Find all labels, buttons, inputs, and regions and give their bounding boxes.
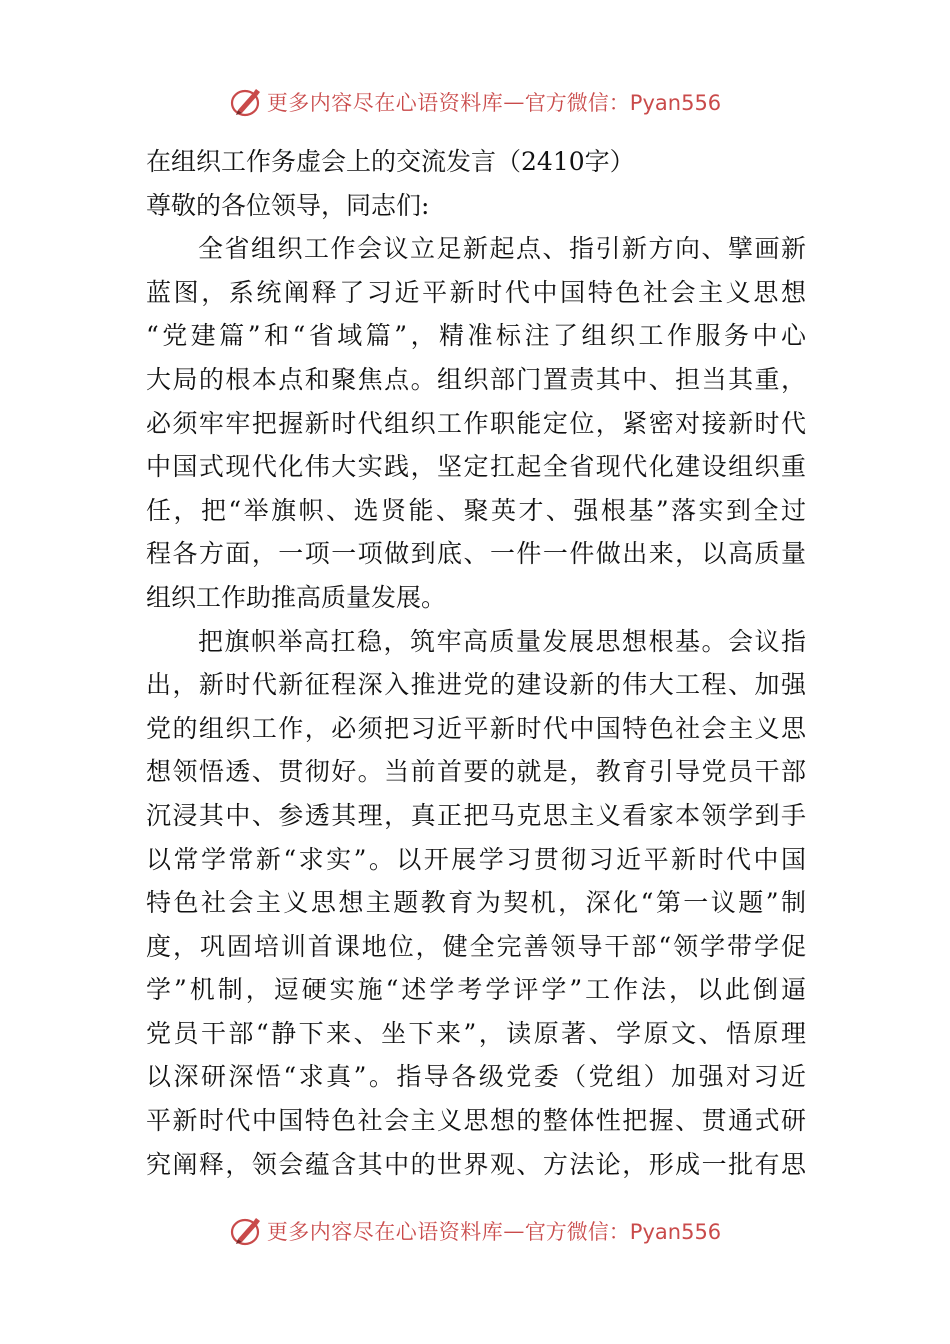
paragraph-line: 党的组织工作，必须把习近平新时代中国特色社会主义思: [146, 713, 806, 743]
paragraph-line: 沉浸其中、参透其理，真正把马克思主义看家本领学到手: [146, 800, 806, 830]
paragraph-line: 以深研深悟“求真”。指导各级党委（党组）加强对习近: [146, 1062, 806, 1092]
paragraph-line: 把旗帜举高扛稳，筑牢高质量发展思想根基。会议指: [198, 626, 806, 656]
paragraph-line: 究阐释，领会蕴含其中的世界观、方法论，形成一批有思: [146, 1149, 806, 1179]
paragraph-line: 中国式现代化伟大实践，坚定扛起全省现代化建设组织重: [146, 452, 806, 482]
paragraph-line: 想领悟透、贯彻好。当前首要的就是，教育引导党员干部: [146, 757, 806, 787]
paragraph-line: 蓝图，系统阐释了习近平新时代中国特色社会主义思想: [146, 277, 806, 307]
paragraph-line: “党建篇”和“省域篇”，精准标注了组织工作服务中心: [146, 321, 806, 351]
document-title: 在组织工作务虚会上的交流发言（2410字）: [146, 147, 635, 176]
document-body: [146, 140, 806, 1186]
paragraph-line: 平新时代中国特色社会主义思想的整体性把握、贯通式研: [146, 1106, 806, 1136]
banner-dash: —: [503, 1219, 525, 1243]
paragraph-line: 任，把“举旗帜、选贤能、聚英才、强根基”落实到全过: [146, 495, 806, 525]
paragraph-line: 必须牢牢把握新时代组织工作职能定位，紧密对接新时代: [146, 408, 806, 438]
pen-logo-icon: [229, 85, 263, 119]
paragraph-line: 度，巩固培训首课地位，健全完善领导干部“领学带学促: [146, 931, 806, 961]
document-salutation: 尊敬的各位领导，同志们:: [146, 190, 430, 220]
paragraph-line: 全省组织工作会议立足新起点、指引新方向、擘画新: [198, 234, 806, 264]
banner-brand: 更多内容尽在心语资料库: [266, 1220, 504, 1244]
paragraph-line: 出，新时代新征程深入推进党的建设新的伟大工程、加强: [146, 670, 806, 700]
banner-brand: 更多内容尽在心语资料库: [266, 91, 504, 115]
paragraph-line: 组织工作助推高质量发展。: [146, 582, 447, 612]
paragraph-line: 特色社会主义思想主题教育为契机，深化“第一议题”制: [146, 888, 806, 918]
paragraph-line: 学”机制，逗硬实施“述学考学评学”工作法，以此倒逼: [146, 975, 806, 1005]
paragraph-2: [146, 620, 806, 1187]
banner-contact: 官方微信：Pyan556: [524, 1220, 722, 1244]
paragraph-line: 大局的根本点和聚焦点。组织部门置责其中、担当其重，: [146, 364, 806, 394]
footer-banner: [0, 1211, 950, 1251]
pen-logo-icon: [229, 1214, 263, 1248]
banner-dash: —: [503, 90, 525, 114]
banner-contact: 官方微信：Pyan556: [524, 91, 722, 115]
paragraph-line: 党员干部“静下来、坐下来”，读原著、学原文、悟原理: [146, 1018, 806, 1048]
paragraph-line: 以常学常新“求实”。以开展学习贯彻习近平新时代中国: [146, 844, 806, 874]
paragraph-line: 程各方面，一项一项做到底、一件一件做出来，以高质量: [146, 539, 806, 569]
paragraph-1: [146, 227, 806, 619]
header-banner: [0, 82, 950, 122]
